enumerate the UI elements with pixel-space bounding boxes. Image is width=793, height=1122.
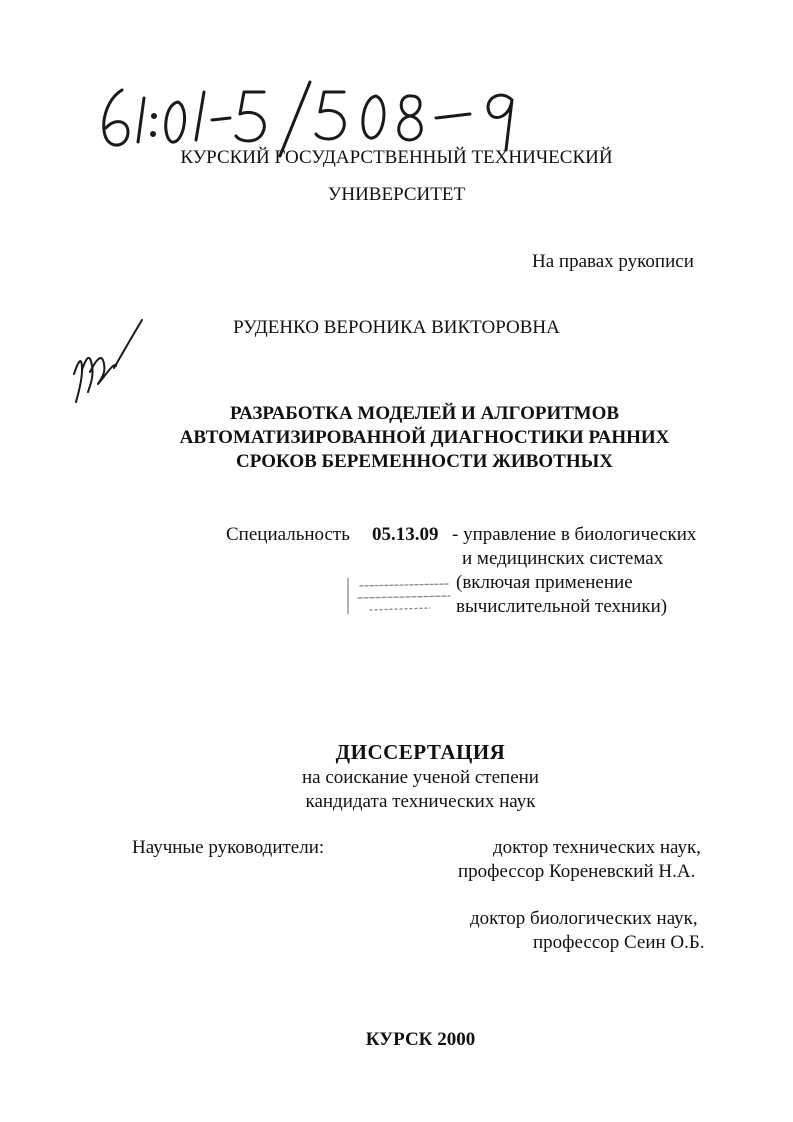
dissertation-line2: кандидата технических наук: [305, 791, 536, 812]
place-and-year: КУРСК 2000: [365, 1029, 476, 1050]
specialty-label: Специальность: [226, 524, 350, 545]
specialty-line2: и медицинских системах: [462, 548, 664, 569]
library-stamp: [340, 572, 460, 624]
supervisor2-degree: доктор биологических наук,: [470, 908, 698, 929]
author-name: РУДЕНКО ВЕРОНИКА ВИКТОРОВНА: [233, 317, 560, 338]
dissertation-line1: на соискание ученой степени: [302, 767, 539, 788]
specialty-line3: (включая применение: [456, 572, 633, 593]
thesis-title-line3: СРОКОВ БЕРЕМЕННОСТИ ЖИВОТНЫХ: [236, 451, 613, 472]
manuscript-rights: На правах рукописи: [532, 251, 694, 272]
specialty-code: 05.13.09: [372, 524, 439, 545]
specialty-line4: вычислительной техники): [456, 596, 668, 617]
supervisors-label: Научные руководители:: [132, 837, 325, 858]
supervisor1-degree: доктор технических наук,: [493, 837, 701, 858]
university-name-line2: УНИВЕРСИТЕТ: [327, 184, 466, 205]
specialty-line1: - управление в биологических: [452, 524, 697, 545]
supervisor1-name: профессор Кореневский Н.А.: [458, 861, 696, 882]
thesis-title-line1: РАЗРАБОТКА МОДЕЛЕЙ И АЛГОРИТМОВ: [229, 403, 620, 424]
supervisor2-name: профессор Сеин О.Б.: [533, 932, 705, 953]
university-name-line1: КУРСКИЙ ГОСУДАРСТВЕННЫЙ ТЕХНИЧЕСКИЙ: [180, 147, 613, 168]
dissertation-heading: ДИССЕРТАЦИЯ: [335, 740, 506, 764]
thesis-title-line2: АВТОМАТИЗИРОВАННОЙ ДИАГНОСТИКИ РАННИХ: [179, 427, 670, 448]
